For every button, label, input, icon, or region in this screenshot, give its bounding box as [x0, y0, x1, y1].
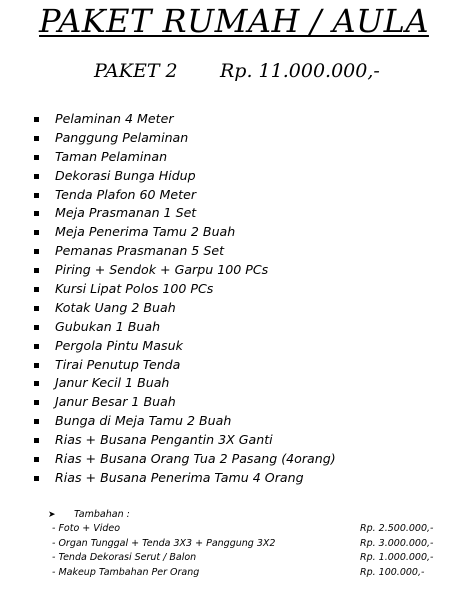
square-bullet-icon [34, 249, 39, 254]
item-label: Kotak Uang 2 Buah [55, 299, 176, 315]
list-item [34, 110, 336, 129]
extras-heading: Tambahan : [74, 509, 130, 520]
list-item [34, 374, 336, 393]
square-bullet-icon [34, 344, 39, 349]
extra-name: - Foto + Video [52, 523, 121, 534]
page-title: PAKET RUMAH / AULA [39, 2, 429, 40]
package-name: PAKET 2 [94, 60, 178, 82]
square-bullet-icon [34, 155, 39, 160]
square-bullet-icon [34, 381, 39, 386]
item-label: Tirai Penutup Tenda [55, 356, 181, 372]
square-bullet-icon [34, 457, 39, 462]
item-label: Dekorasi Bunga Hidup [55, 167, 196, 183]
arrowhead-bullet-icon: ➤ [48, 509, 56, 520]
list-item [34, 280, 336, 299]
item-label: Meja Penerima Tamu 2 Buah [55, 224, 236, 240]
extra-name: - Tenda Dekorasi Serut / Balon [52, 552, 197, 564]
square-bullet-icon [34, 438, 39, 443]
extra-name: - Organ Tunggal + Tenda 3X3 + Panggung 3X2 [52, 537, 276, 549]
list-item [34, 431, 336, 450]
extras-row [46, 566, 456, 581]
square-bullet-icon [34, 230, 39, 235]
square-bullet-icon [34, 136, 39, 141]
item-label: Gubukan 1 Buah [55, 318, 161, 334]
list-item [34, 412, 336, 431]
item-label: Meja Prasmanan 1 Set [55, 205, 197, 221]
square-bullet-icon [34, 287, 39, 292]
item-label: Janur Kecil 1 Buah [55, 375, 170, 391]
item-label: Pelaminan 4 Meter [55, 111, 174, 126]
extra-price: Rp. 100.000,- [360, 566, 425, 578]
square-bullet-icon [34, 400, 39, 405]
extra-price: Rp. 1.000.000,- [360, 552, 434, 564]
extra-price: Rp. 2.500.000,- [360, 523, 434, 534]
extras-section [46, 507, 456, 580]
square-bullet-icon [34, 117, 39, 122]
item-label: Piring + Sendok + Garpu 100 PCs [55, 262, 269, 278]
list-item [34, 356, 336, 375]
list-item [34, 242, 336, 261]
item-label: Tenda Plafon 60 Meter [55, 186, 197, 202]
square-bullet-icon [34, 174, 39, 179]
list-item [34, 337, 336, 356]
list-item [34, 223, 336, 242]
package-price: Rp. 11.000.000,- [220, 60, 380, 82]
item-label: Pergola Pintu Masuk [55, 337, 183, 353]
list-item [34, 450, 336, 469]
item-label: Taman Pelaminan [55, 148, 168, 164]
extras-row [46, 522, 456, 537]
extra-name: - Makeup Tambahan Per Orang [52, 566, 200, 578]
item-label: Pemanas Prasmanan 5 Set [55, 243, 225, 259]
list-item [34, 167, 336, 186]
square-bullet-icon [34, 268, 39, 273]
list-item [34, 318, 336, 337]
item-label: Janur Besar 1 Buah [55, 394, 176, 410]
extras-heading-row [46, 507, 456, 522]
item-label: Rias + Busana Pengantin 3X Ganti [55, 432, 273, 448]
list-item [34, 129, 336, 148]
square-bullet-icon [34, 476, 39, 481]
list-item [34, 393, 336, 412]
item-label: Bunga di Meja Tamu 2 Buah [55, 413, 232, 429]
square-bullet-icon [34, 211, 39, 216]
package-items-list [34, 110, 336, 488]
list-item [34, 261, 336, 280]
square-bullet-icon [34, 193, 39, 198]
list-item [34, 186, 336, 205]
extras-row [46, 551, 456, 566]
square-bullet-icon [34, 363, 39, 368]
item-label: Rias + Busana Orang Tua 2 Pasang (4orang) [55, 451, 336, 467]
extra-price: Rp. 3.000.000,- [360, 537, 434, 549]
item-label: Rias + Busana Penerima Tamu 4 Orang [55, 469, 304, 485]
list-item [34, 469, 336, 488]
square-bullet-icon [34, 419, 39, 424]
square-bullet-icon [34, 325, 39, 330]
list-item [34, 299, 336, 318]
extras-row [46, 537, 456, 552]
square-bullet-icon [34, 306, 39, 311]
item-label: Kursi Lipat Polos 100 PCs [55, 281, 214, 297]
list-item [34, 148, 336, 167]
item-label: Panggung Pelaminan [55, 129, 189, 145]
list-item [34, 204, 336, 223]
